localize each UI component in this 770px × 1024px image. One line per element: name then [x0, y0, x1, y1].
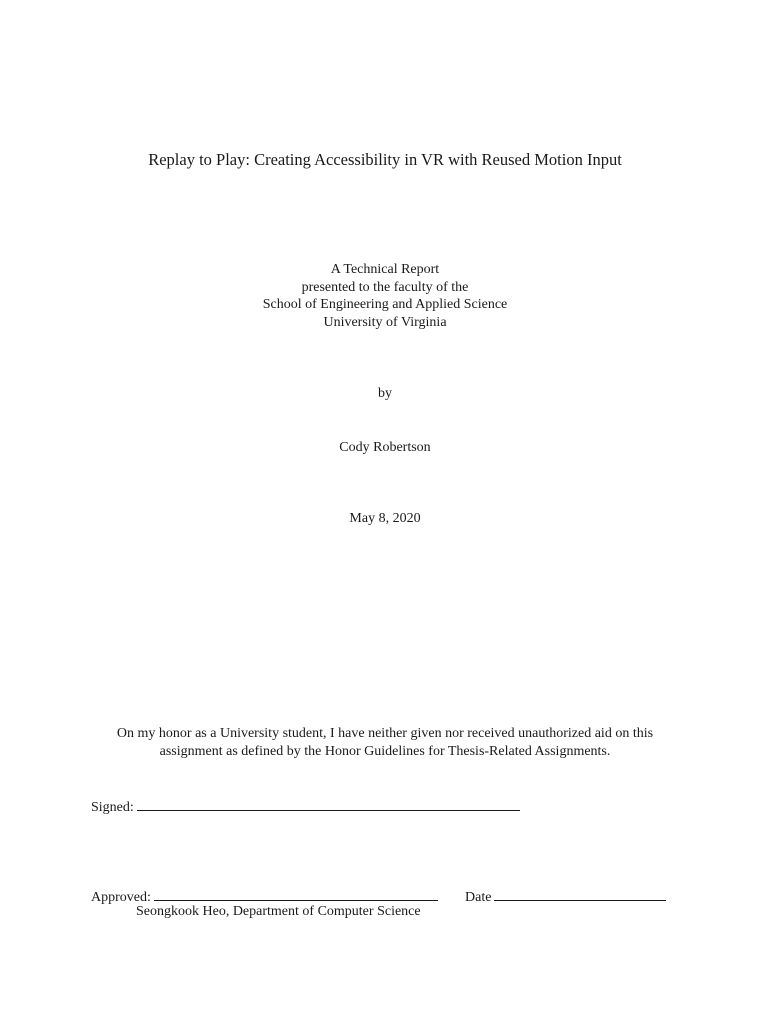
presented-to-line: presented to the faculty of the [301, 279, 469, 295]
school-line: School of Engineering and Applied Science [262, 297, 508, 312]
university-line: University of Virginia [323, 314, 447, 330]
honor-pledge-line-1: On my honor as a University student, I have neither given nor received unauthorized aid on this [116, 726, 654, 741]
date-label: Date [465, 890, 492, 905]
report-title: Replay to Play: Creating Accessibility in VR with Reused Motion Input [148, 150, 622, 169]
approved-label: Approved: [91, 890, 151, 905]
signed-label: Signed: [91, 800, 134, 815]
report-description [0, 261, 770, 331]
report-type-line: A Technical Report [330, 262, 440, 277]
approver-name: Seongkook Heo, Department of Computer Science [136, 904, 421, 919]
approval-signature-line[interactable] [154, 886, 438, 901]
signature-line[interactable] [137, 796, 520, 811]
signature-row [91, 796, 520, 816]
approval-date-row [465, 886, 666, 906]
author-name: Cody Robertson [339, 440, 431, 455]
honor-pledge-line-2: assignment as defined by the Honor Guidelines for Thesis-Related Assignments. [159, 744, 611, 759]
honor-pledge [0, 725, 770, 761]
approval-row [91, 886, 438, 906]
by-label: by [378, 386, 392, 401]
report-date: May 8, 2020 [349, 511, 421, 526]
approval-date-line[interactable] [494, 886, 666, 901]
